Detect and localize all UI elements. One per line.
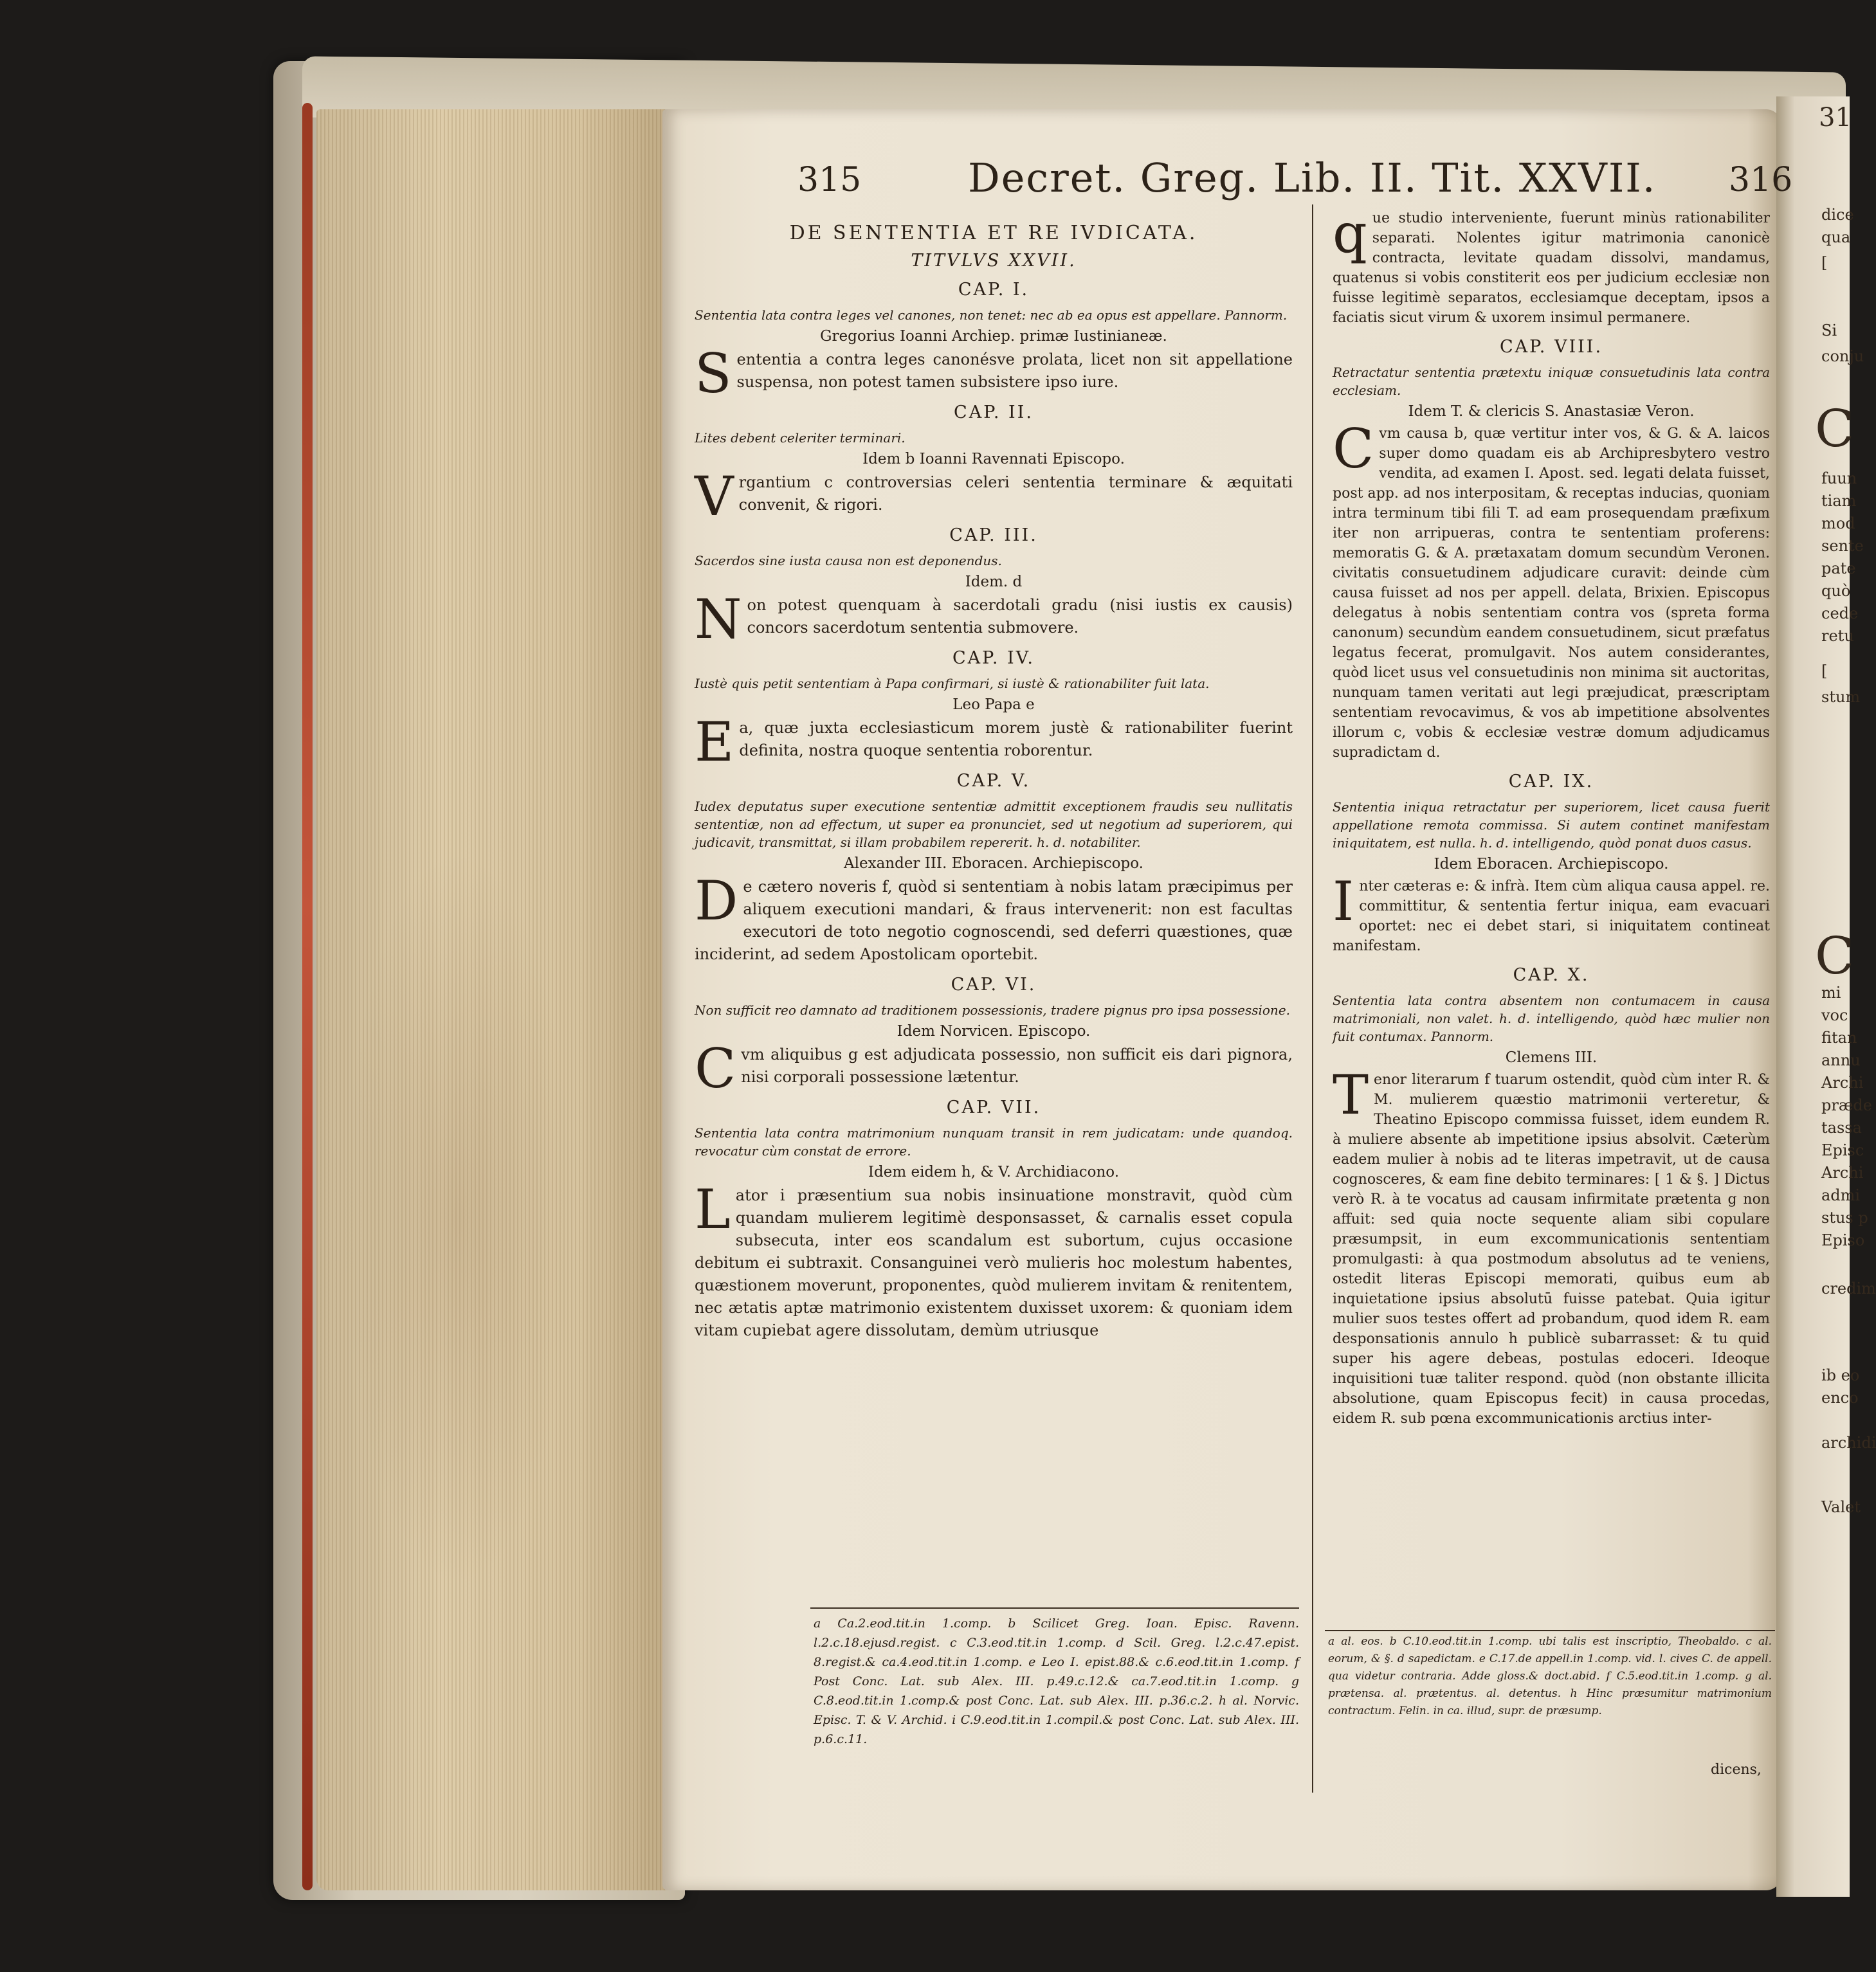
cap-text: Sententia a contra leges canonésve prolata, licet non sit appellatione suspensa, non potest tamen subsistere ipso iure. — [695, 342, 1293, 405]
cap-summary: Lites debent celeriter terminari. — [695, 430, 906, 446]
cap-summary: Iudex deputatus super executione sententiæ admittit exceptionem fraudis seu nullitatis sententiæ, non ad effectum, ut super ea pronunciet, sed ut negotium ad superiorem, qui judicavit, transmittat, si illam probabilem repererit. h. d. notabiliter. — [695, 799, 1293, 850]
next-page-frag: Si — [1821, 321, 1837, 339]
cap-summary: Sacerdos sine iusta causa non est deponendus. — [695, 553, 1002, 568]
cap-heading: CAP. X. — [1513, 965, 1590, 985]
next-page-frag: sente — [1821, 537, 1864, 555]
continuation-text: que studio interveniente, fuerunt minùs rationabiliter separati. Nolentes igitur matrimonia canonicè contracta, levitate quadam dissolvi, mandamus, quatenus si vobis constiterit eos per judicium ecclesiæ non fuisse legitimè separatos, ecclesiamque deceptam, ipsos a faciatis sicut virum & uxorem insimul permanere. — [1333, 202, 1770, 326]
left-column — [695, 215, 1293, 1346]
cap-text: Lator i præsentium sua nobis insinuatione monstravit, quòd cùm quandam mulierem legitimè desponsasset, & carnalis esset copula subsecuta, inter eos scandalum est subortum, cujus occasione debitum ei subtraxit. Consanguinei verò mulieris hoc molestum habentes, quæstionem moverunt, proponentes, quòd mulierem invitam & renitentem, nec ætatis aptæ matrimonio existentem duxisset uxorem: & quoniam idem vitam cupiebat agere dissolutam, demùm utriusque — [695, 1178, 1293, 1339]
cap-text: Tenor literarum f tuarum ostendit, quòd cùm inter R. & M. mulierem quæstio matrimonii verteretur, & Theatino Episcopo commissa fuisset, idem eundem R. à muliere absente ab impetitione ipsius absolvit. Cæterùm eadem mulier à nobis ad te literas impetravit, ut de causa cognosceres, & eam fine debito terminares: [ 1 & §. ] Dictus verò R. à te vocatus ad causam infirmitate prætenta g non affuit: sed quia nocte sequente aliam sibi copulare præsumpsit, in eum excommunicationis sententiam promulgasti: à qua postmodum absolutus ad te veniens, ostedit literas Episcopi memorati, quibus eum ab inquietatione ipsius absolutū fuisse patebat. Quia igitur mulier suos testes offert ad probandum, quod idem R. eam desponsationis annulo h publicè subarrasset: & tu quid super his agere debeas, postulas edoceri. Ideoque inquisitioni tuæ taliter respond. quòd (non obstante illicita absolutione, quam Episcopus fecit) in causa procedas, eidem R. sub pœna excommunicationis arctius inter- — [1333, 1063, 1770, 1427]
next-page-frag: retu — [1821, 627, 1854, 645]
cap-heading: CAP. VI. — [951, 975, 1037, 995]
next-page-frag: Episo — [1821, 1231, 1865, 1249]
cap-heading: CAP. III. — [949, 525, 1038, 545]
footnotes-right: a al. eos. b C.10.eod.tit.in 1.comp. ubi talis est inscriptio, Theobaldo. c al. eorum, & §. d sapedictam. e C.17.de appell.in 1.comp. vid. l. cives C. de appell. qua videtur contraria. Adde gloss.& doct.abid. f C.5.eod.tit.in 1.comp. g al. prætensa. al. prætentus. al. detentus. h Hinc præsumitur matrimonium contractum. Felin. in ca. illud, supr. de præsump. — [1328, 1635, 1772, 1717]
next-page-frag: dice — [1821, 206, 1854, 224]
next-page-frag: [ — [1821, 662, 1828, 680]
cap-summary: Sententia lata contra absentem non contumacem in causa matrimoniali, non valet. h. d. intelligendo, quòd hæc mulier non fuit contumax. Pannorm. — [1333, 993, 1770, 1044]
titulus-heading: TITVLVS XXVII. — [911, 251, 1077, 271]
next-page-frag: fuun — [1821, 469, 1857, 487]
footnote-rule-left — [810, 1607, 1299, 1609]
cap-summary: Retractatur sententia prætextu iniquæ consuetudinis lata contra ecclesiam. — [1333, 365, 1770, 398]
next-page-frag: tassa — [1821, 1119, 1862, 1137]
red-page-edge — [302, 103, 313, 1890]
next-page-frag: cede — [1821, 604, 1859, 622]
cap-author: Alexander III. Eboracen. Archiepiscopo. — [844, 855, 1143, 872]
next-page-number: 31 — [1819, 103, 1852, 132]
cap-summary: Sententia lata contra leges vel canones, non tenet: nec ab ea opus est appellare. Pannorm. — [695, 307, 1288, 323]
next-page-frag: Valet — [1821, 1498, 1861, 1516]
cap-author: Idem b Ioanni Ravennati Episcopo. — [862, 451, 1125, 467]
next-page-frag: qua — [1821, 228, 1851, 246]
cap-text: Vrgantium c controversias celeri sententia terminare & æquitati convenit, & rigori. — [695, 465, 1293, 528]
cap-text: Cvm causa b, quæ vertitur inter vos, & G. & A. laicos super domo quadam eis ab Archipresbytero vestro vendita, ad examen I. Apost. sed. legati delata fuisset, post app. ad nos interpositam, & receptas inducias, quoniam intra terminum tibi fili T. ad eam prosequendam præfixum iter non arripueras, contra te sententiam proferens: memoratis G. & A. prætaxatam domum secundùm Veronen. civitatis consuetudinem adjudicare curavit: deinde cùm causa fuisset ad nos per appell. delata, Brixien. Episcopus delegatus à nobis sententiam contra vos (spreta forma canonum) secundùm eandem consuetudinem, sicut præfatus legatus fecerat, promulgavit. Nos autem considerantes, quòd licet usus vel consuetudinis non minima sit auctoritas, nunquam tamen veritati aut legi præjudicat, præscriptam sententiam revocavimus, & vos ab impetitione absolventes illorum c, vobis & ecclesiæ vestræ domum adjudicamus supradictam d. — [1333, 417, 1770, 761]
cap-author: Idem T. & clericis S. Anastasiæ Veron. — [1408, 403, 1695, 420]
cap-text: Non potest quenquam à sacerdotali gradu (nisi iustis ex causis) concors sacerdotum sententia submovere. — [695, 588, 1293, 651]
facing-page-fragment — [1776, 96, 1876, 1897]
cap-heading: CAP. VII. — [946, 1098, 1041, 1117]
page-edges-block — [316, 109, 667, 1890]
cap-author: Idem. d — [965, 574, 1023, 590]
next-page-frag: quò — [1821, 582, 1851, 600]
cap-text: De cætero noveris f, quòd si sententiam à nobis latam præcipimus per aliquem executioni mandari, & fraus intervenerit: non est facultas executori de toto negotio cognoscendi, sed deferri quæstiones, quæ inciderint, ad sedem Apostolicam oportebit. — [695, 869, 1293, 963]
cap-summary: Non sufficit reo damnato ad traditionem possessionis, tradere pignus pro ipsa possessione. — [695, 1002, 1291, 1018]
next-page-frag: conju — [1821, 347, 1864, 365]
next-page-frag: credim — [1821, 1280, 1876, 1298]
column-divider — [1312, 204, 1313, 1793]
cap-author: Idem Norvicen. Episcopo. — [897, 1023, 1091, 1040]
cap-heading: CAP. V. — [956, 771, 1031, 791]
cap-author: Leo Papa e — [952, 696, 1035, 713]
next-page-frag: admi — [1821, 1186, 1861, 1204]
footnotes-left: a Ca.2.eod.tit.in 1.comp. b Scilicet Greg. Ioan. Episc. Ravenn. l.2.c.18.ejusd.regist. c C.3.eod.tit.in 1.comp. d Scil. Greg. l.2.c.47.epist. 8.regist.& ca.4.eod.tit.in 1.comp. e Leo I. epist.88.& c.6.eod.tit.in 1.comp. f Post Conc. Lat. sub Alex. III. p.49.c.12.& ca.7.eod.tit.in 1.comp. g C.8.eod.tit.in 1.comp.& post Conc. Lat. sub Alex. III. p.36.c.2. h al. Norvic. Episc. T. & V. Archid. i C.9.eod.tit.in 1.compil.& post Conc. Lat. sub Alex. III. p.6.c.11. — [814, 1616, 1299, 1746]
cap-heading: CAP. IX. — [1508, 772, 1594, 792]
page-number-left: 315 — [797, 161, 862, 199]
cap-text: Cvm aliquibus g est adjudicata possessio, non sufficit eis dari pignora, nisi corporali possessione lætentur. — [695, 1037, 1293, 1100]
page-number-right: 316 — [1729, 161, 1793, 199]
cap-heading: CAP. I. — [958, 280, 1030, 300]
cap-heading: CAP. VIII. — [1499, 337, 1603, 357]
cap-text: Inter cæteras e: & infrà. Item cùm aliqua causa appel. re. committitur, & sententia fertur iniqua, eam evacuari oportet: nec ei debet stari, si iniquitatem contineat manifestam. — [1333, 870, 1770, 954]
next-page-frag: mod — [1821, 514, 1855, 532]
section-title: DE SENTENTIA ET RE IVDICATA. — [789, 222, 1198, 244]
footnote-rule-right — [1325, 1630, 1775, 1631]
next-page-frag: mi — [1821, 984, 1841, 1002]
next-page-frag: tiam — [1821, 492, 1857, 510]
right-column — [1333, 204, 1770, 1433]
next-page-initial: C — [1815, 926, 1855, 986]
next-page-frag: enco — [1821, 1389, 1859, 1407]
next-page-frag: stus p — [1821, 1209, 1868, 1227]
running-title: Decret. Greg. Lib. II. Tit. XXVII. — [968, 154, 1657, 201]
next-page-frag: annu — [1821, 1051, 1861, 1069]
next-page-frag: fitan — [1821, 1029, 1857, 1047]
next-page-frag: Episc — [1821, 1141, 1864, 1159]
next-page-frag: Archi — [1821, 1164, 1864, 1182]
next-page-frag: ib eo — [1821, 1366, 1860, 1384]
cap-summary: Sententia iniqua retractatur per superiorem, licet causa fuerit appellatione remota commissa. Si autem continet manifestam iniquitatem, est nulla. h. d. intelligendo, quòd ponat duos casus. — [1333, 799, 1770, 851]
cap-author: Clemens III. — [1505, 1049, 1598, 1066]
next-page-frag: præde — [1821, 1096, 1872, 1114]
next-page-frag: [ — [1821, 254, 1828, 272]
cap-author: Gregorius Ioanni Archiep. primæ Iustinianeæ. — [820, 328, 1167, 345]
cap-summary: Iustè quis petit sententiam à Papa confirmari, si iustè & rationabiliter fuit lata. — [695, 676, 1210, 691]
next-page-initial: C — [1815, 399, 1855, 458]
next-page-frag: stum — [1821, 688, 1861, 706]
next-page-frag: archidi — [1821, 1434, 1876, 1452]
cap-summary: Sententia lata contra matrimonium nunquam transit in rem judicatam: unde quandoq. revocatur cùm constat de errore. — [695, 1125, 1293, 1159]
next-page-frag: Archi — [1821, 1074, 1864, 1092]
catchword: dicens, — [1711, 1762, 1762, 1778]
cap-author: Idem eidem h, & V. Archidiacono. — [868, 1164, 1120, 1180]
cap-heading: CAP. II. — [954, 403, 1034, 422]
next-page-frag: voc — [1821, 1006, 1848, 1024]
cap-heading: CAP. IV. — [952, 648, 1035, 668]
cap-text: Ea, quæ juxta ecclesiasticum morem justè & rationabiliter fuerint definita, nostra quoque sententia roborentur. — [695, 710, 1293, 773]
cap-author: Idem Eboracen. Archiepiscopo. — [1434, 856, 1669, 873]
next-page-frag: pate — [1821, 559, 1856, 577]
